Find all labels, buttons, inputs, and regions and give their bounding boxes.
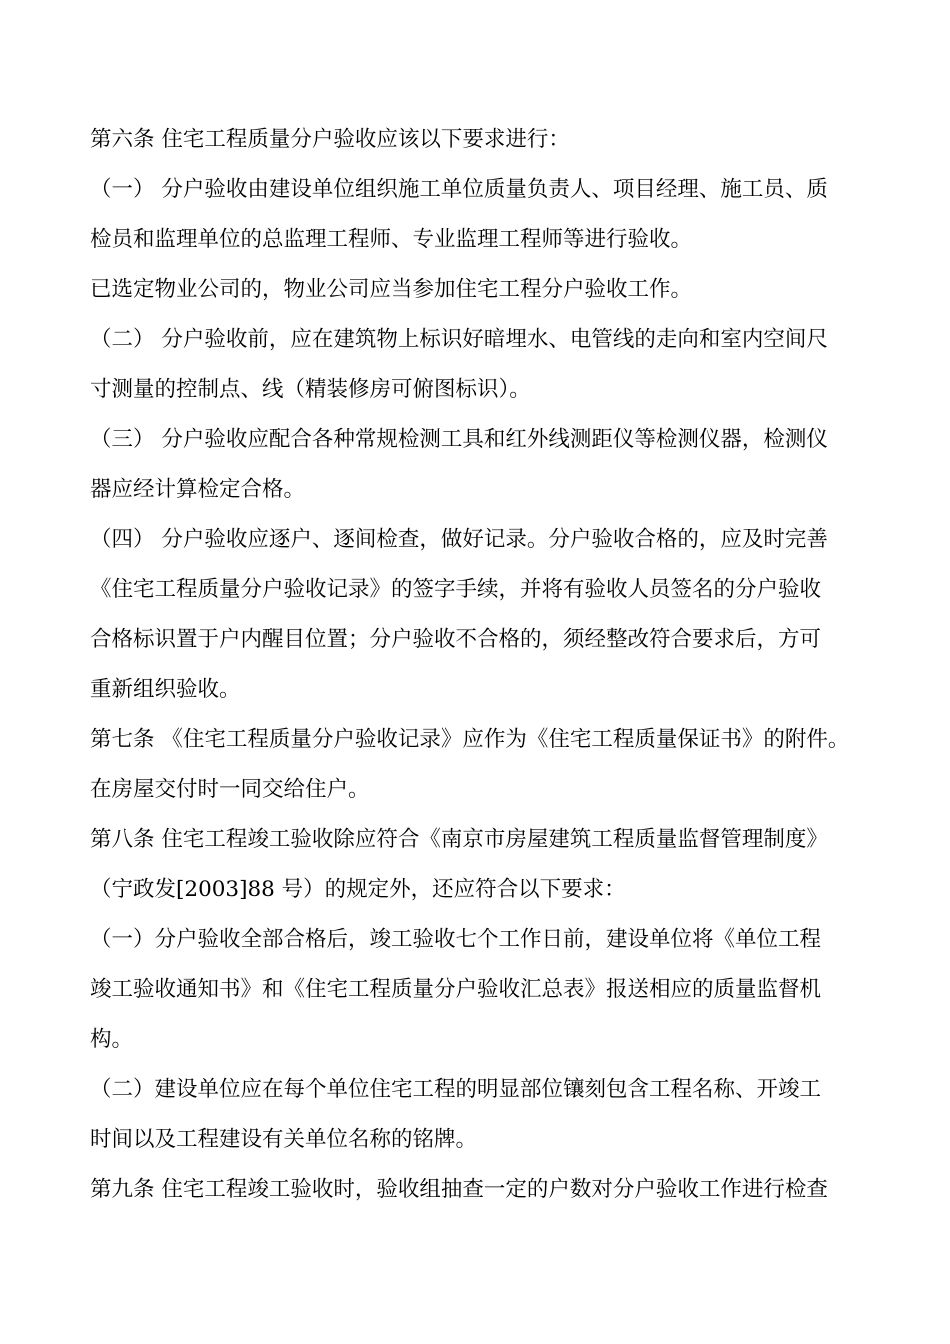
article-6-item-3-line-2: 器应经计算检定合格。 bbox=[90, 477, 306, 502]
article-6-heading: 第六条 住宅工程质量分户验收应该以下要求进行： bbox=[90, 127, 570, 152]
document-body bbox=[90, 115, 880, 1215]
article-9-line-1: 第九条 住宅工程竣工验收时，验收组抽查一定的户数对分户验收工作进行检查 bbox=[90, 1177, 828, 1202]
article-8-line-1: 第八条 住宅工程竣工验收除应符合《南京市房屋建筑工程质量监督管理制度》 bbox=[90, 827, 828, 852]
article-8-item-1-line-3: 构。 bbox=[90, 1027, 134, 1052]
article-8-item-1-line-1: （一）分户验收全部合格后，竣工验收七个工作日前，建设单位将《单位工程 bbox=[90, 927, 822, 952]
article-6-item-1-line-1: （一） 分户验收由建设单位组织施工单位质量负责人、项目经理、施工员、质 bbox=[90, 177, 828, 202]
article-8-item-2-line-1: （二）建设单位应在每个单位住宅工程的明显部位镶刻包含工程名称、开竣工 bbox=[90, 1077, 822, 1102]
article-6-item-4-line-4: 重新组织验收。 bbox=[90, 677, 241, 702]
article-8-item-1-line-2: 竣工验收通知书》和《住宅工程质量分户验收汇总表》报送相应的质量监督机 bbox=[90, 977, 822, 1002]
article-6-item-4-line-3: 合格标识置于户内醒目位置；分户验收不合格的，须经整改符合要求后，方可 bbox=[90, 627, 822, 652]
article-6-item-2-line-1: （二） 分户验收前，应在建筑物上标识好暗埋水、电管线的走向和室内空间尺 bbox=[90, 327, 828, 352]
article-6-item-4-line-1: （四） 分户验收应逐户、逐间检查，做好记录。分户验收合格的，应及时完善 bbox=[90, 527, 828, 552]
article-8-line-2: （宁政发[2003]88 号）的规定外，还应符合以下要求： bbox=[90, 877, 626, 902]
article-6-item-2-line-2: 寸测量的控制点、线（精装修房可俯图标识）。 bbox=[90, 377, 531, 402]
article-7-line-2: 在房屋交付时一同交给住户。 bbox=[90, 777, 370, 802]
article-6-item-4-line-2: 《住宅工程质量分户验收记录》的签字手续，并将有验收人员签名的分户验收 bbox=[90, 577, 822, 602]
article-8-item-2-line-2: 时间以及工程建设有关单位名称的铭牌。 bbox=[90, 1127, 478, 1152]
article-6-item-1-line-2: 检员和监理单位的总监理工程师、专业监理工程师等进行验收。 bbox=[90, 227, 693, 252]
article-6-item-3-line-1: （三） 分户验收应配合各种常规检测工具和红外线测距仪等检测仪器，检测仪 bbox=[90, 427, 828, 452]
article-6-item-1-line-3: 已选定物业公司的，物业公司应当参加住宅工程分户验收工作。 bbox=[90, 277, 693, 302]
article-7-line-1: 第七条 《住宅工程质量分户验收记录》应作为《住宅工程质量保证书》的附件。 bbox=[90, 727, 850, 752]
